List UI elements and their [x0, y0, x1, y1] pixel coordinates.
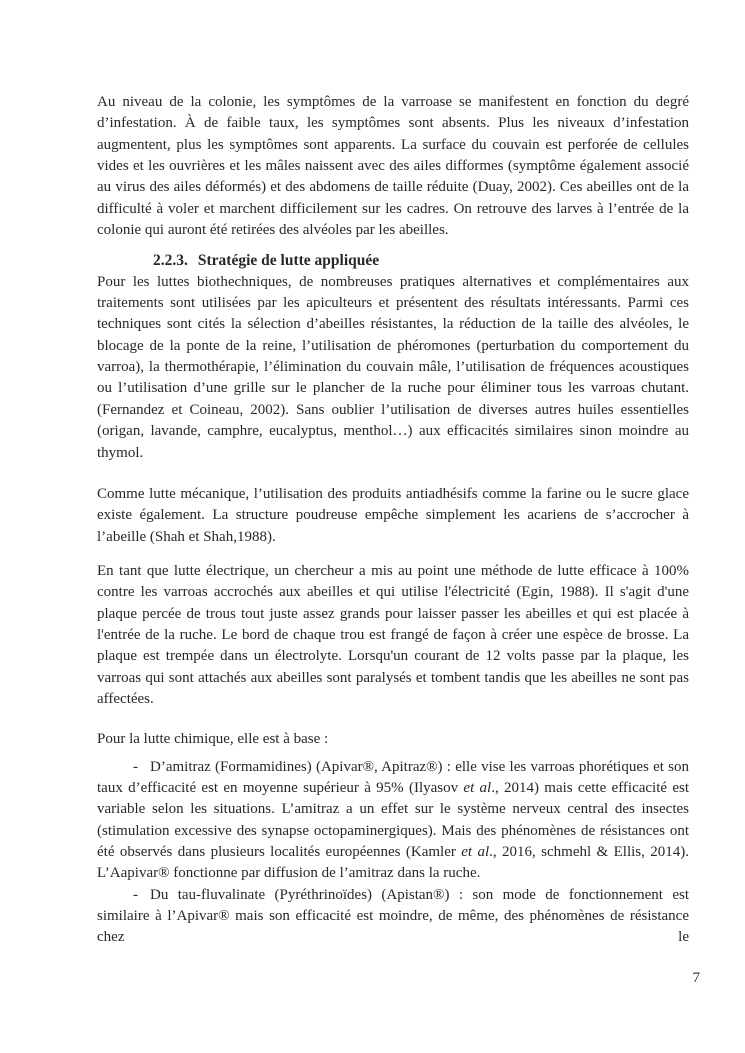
- paragraph-mechanical-control: Comme lutte mécanique, l’utilisation des produits antiadhésifs comme la farine ou le sucre glace existe également. La structure poudreuse empêche simplement les acariens de s’accrocher à l’abeille (Shah et Shah,1988).: [97, 485, 689, 545]
- bullet-tau-fluvalinate-text: Du tau-fluvalinate (Pyréthrinoïdes) (Apistan®) : son mode de fonctionnement est similaire à l’Apivar® mais son efficacité est moindre, de même, des phénomènes de résistance chez le: [97, 886, 689, 946]
- bullet-dash: -: [133, 758, 138, 775]
- page-content: [97, 92, 689, 949]
- bullet-item-amitraz: [97, 757, 689, 885]
- bullet-amitraz-run-4: ., 2016, schmehl & Ellis, 2014). L’Aapivar® fonctionne par diffusion de l’amitraz dans la ruche.: [97, 844, 690, 882]
- paragraph-chemical-intro: Pour la lutte chimique, elle est à base :: [97, 731, 329, 748]
- section-heading: [97, 250, 689, 271]
- paragraph-electrical-control: En tant que lutte électrique, un chercheur a mis au point une méthode de lutte efficace à 100% contre les varroas accrochés aux abeilles et qui utilise l'électricité (Egin, 1988). Il s'agit d'une plaque percée de trous tout juste assez grands pour laisser passer les abeilles et qui est placée à l'entrée de la ruche. Le bord de chaque trou est frangé de façon à créer une espèce de brosse. La plaque est trempée dans un électrolyte. Lorsqu'un courant de 12 volts passe par la plaque, les varroas qui sont attachés aux abeilles sont paralysés et tombent tandis que les abeilles ne sont pas affectées.: [97, 562, 689, 707]
- bullet-item-tau-fluvalinate: [97, 885, 689, 949]
- bullet-amitraz-run-1-etal: et al: [463, 779, 492, 796]
- paragraph-colony-symptoms: Au niveau de la colonie, les symptômes de la varroase se manifestent en fonction du degré d’infestation. À de faible taux, les symptômes sont absents. Plus les niveaux d’infestation augmentent, plus les symptômes sont apparents. La surface du couvain est perforée de cellules vides et les ouvrières et les mâles naissent avec des ailes difformes (symptôme également associé au virus des ailes déformés) et des abdomens de taille réduite (Duay, 2002). Ces abeilles ont de la difficulté à voler et marchent difficilement sur les cadres. On retrouve des larves à l’entrée de la colonie qui auront été retirées des alvéoles par les abeilles.: [97, 94, 689, 239]
- bullet-amitraz-run-0: D’amitraz (Formamidines) (Apivar®, Apitraz®) : elle vise les varroas phorétiques et son taux d’efficacité est en moyenne supérieur à 95% (Ilyasov: [97, 758, 689, 796]
- bullet-amitraz-run-3-etal: et al: [461, 844, 490, 860]
- section-heading-number: 2.2.3.: [153, 252, 188, 270]
- page-number: 7: [692, 970, 700, 986]
- bullet-dash: -: [133, 886, 138, 903]
- section-heading-title: Stratégie de lutte appliquée: [197, 252, 380, 270]
- bullet-amitraz-run-2: ., 2014) mais cette efficacité est variable selon les situations. L’amitraz a un effet sur le système nerveux central des insectes (stimulation excessive des synapse octopaminergiques). Mais des phénomènes de résistances ont été observés dans plusieurs localités européennes (Kamler: [97, 779, 690, 860]
- paragraph-biotechnical-control: Pour les luttes biothechniques, de nombreuses pratiques alternatives et complémentaires aux traitements sont utilisées par les apiculteurs et présentent des résultats intéressants. Parmi ces techniques sont cités la sélection d’abeilles résistantes, la réduction de la taille des alvéoles, le blocage de la ponte de la reine, l’utilisation de phéromones (perturbation du comportement du varroa), la thermothérapie, l’élimination du couvain mâle, l’utilisation de fréquences acoustiques ou l’utilisation d’une grille sur le plancher de la ruche pour éliminer tous les varroas chutant. (Fernandez et Coineau, 2002). Sans oublier l’utilisation de diverses autres huiles essentielles (origan, lavande, camphre, eucalyptus, menthol…) aux efficacités similaires sinon moindre au thymol.: [97, 273, 689, 461]
